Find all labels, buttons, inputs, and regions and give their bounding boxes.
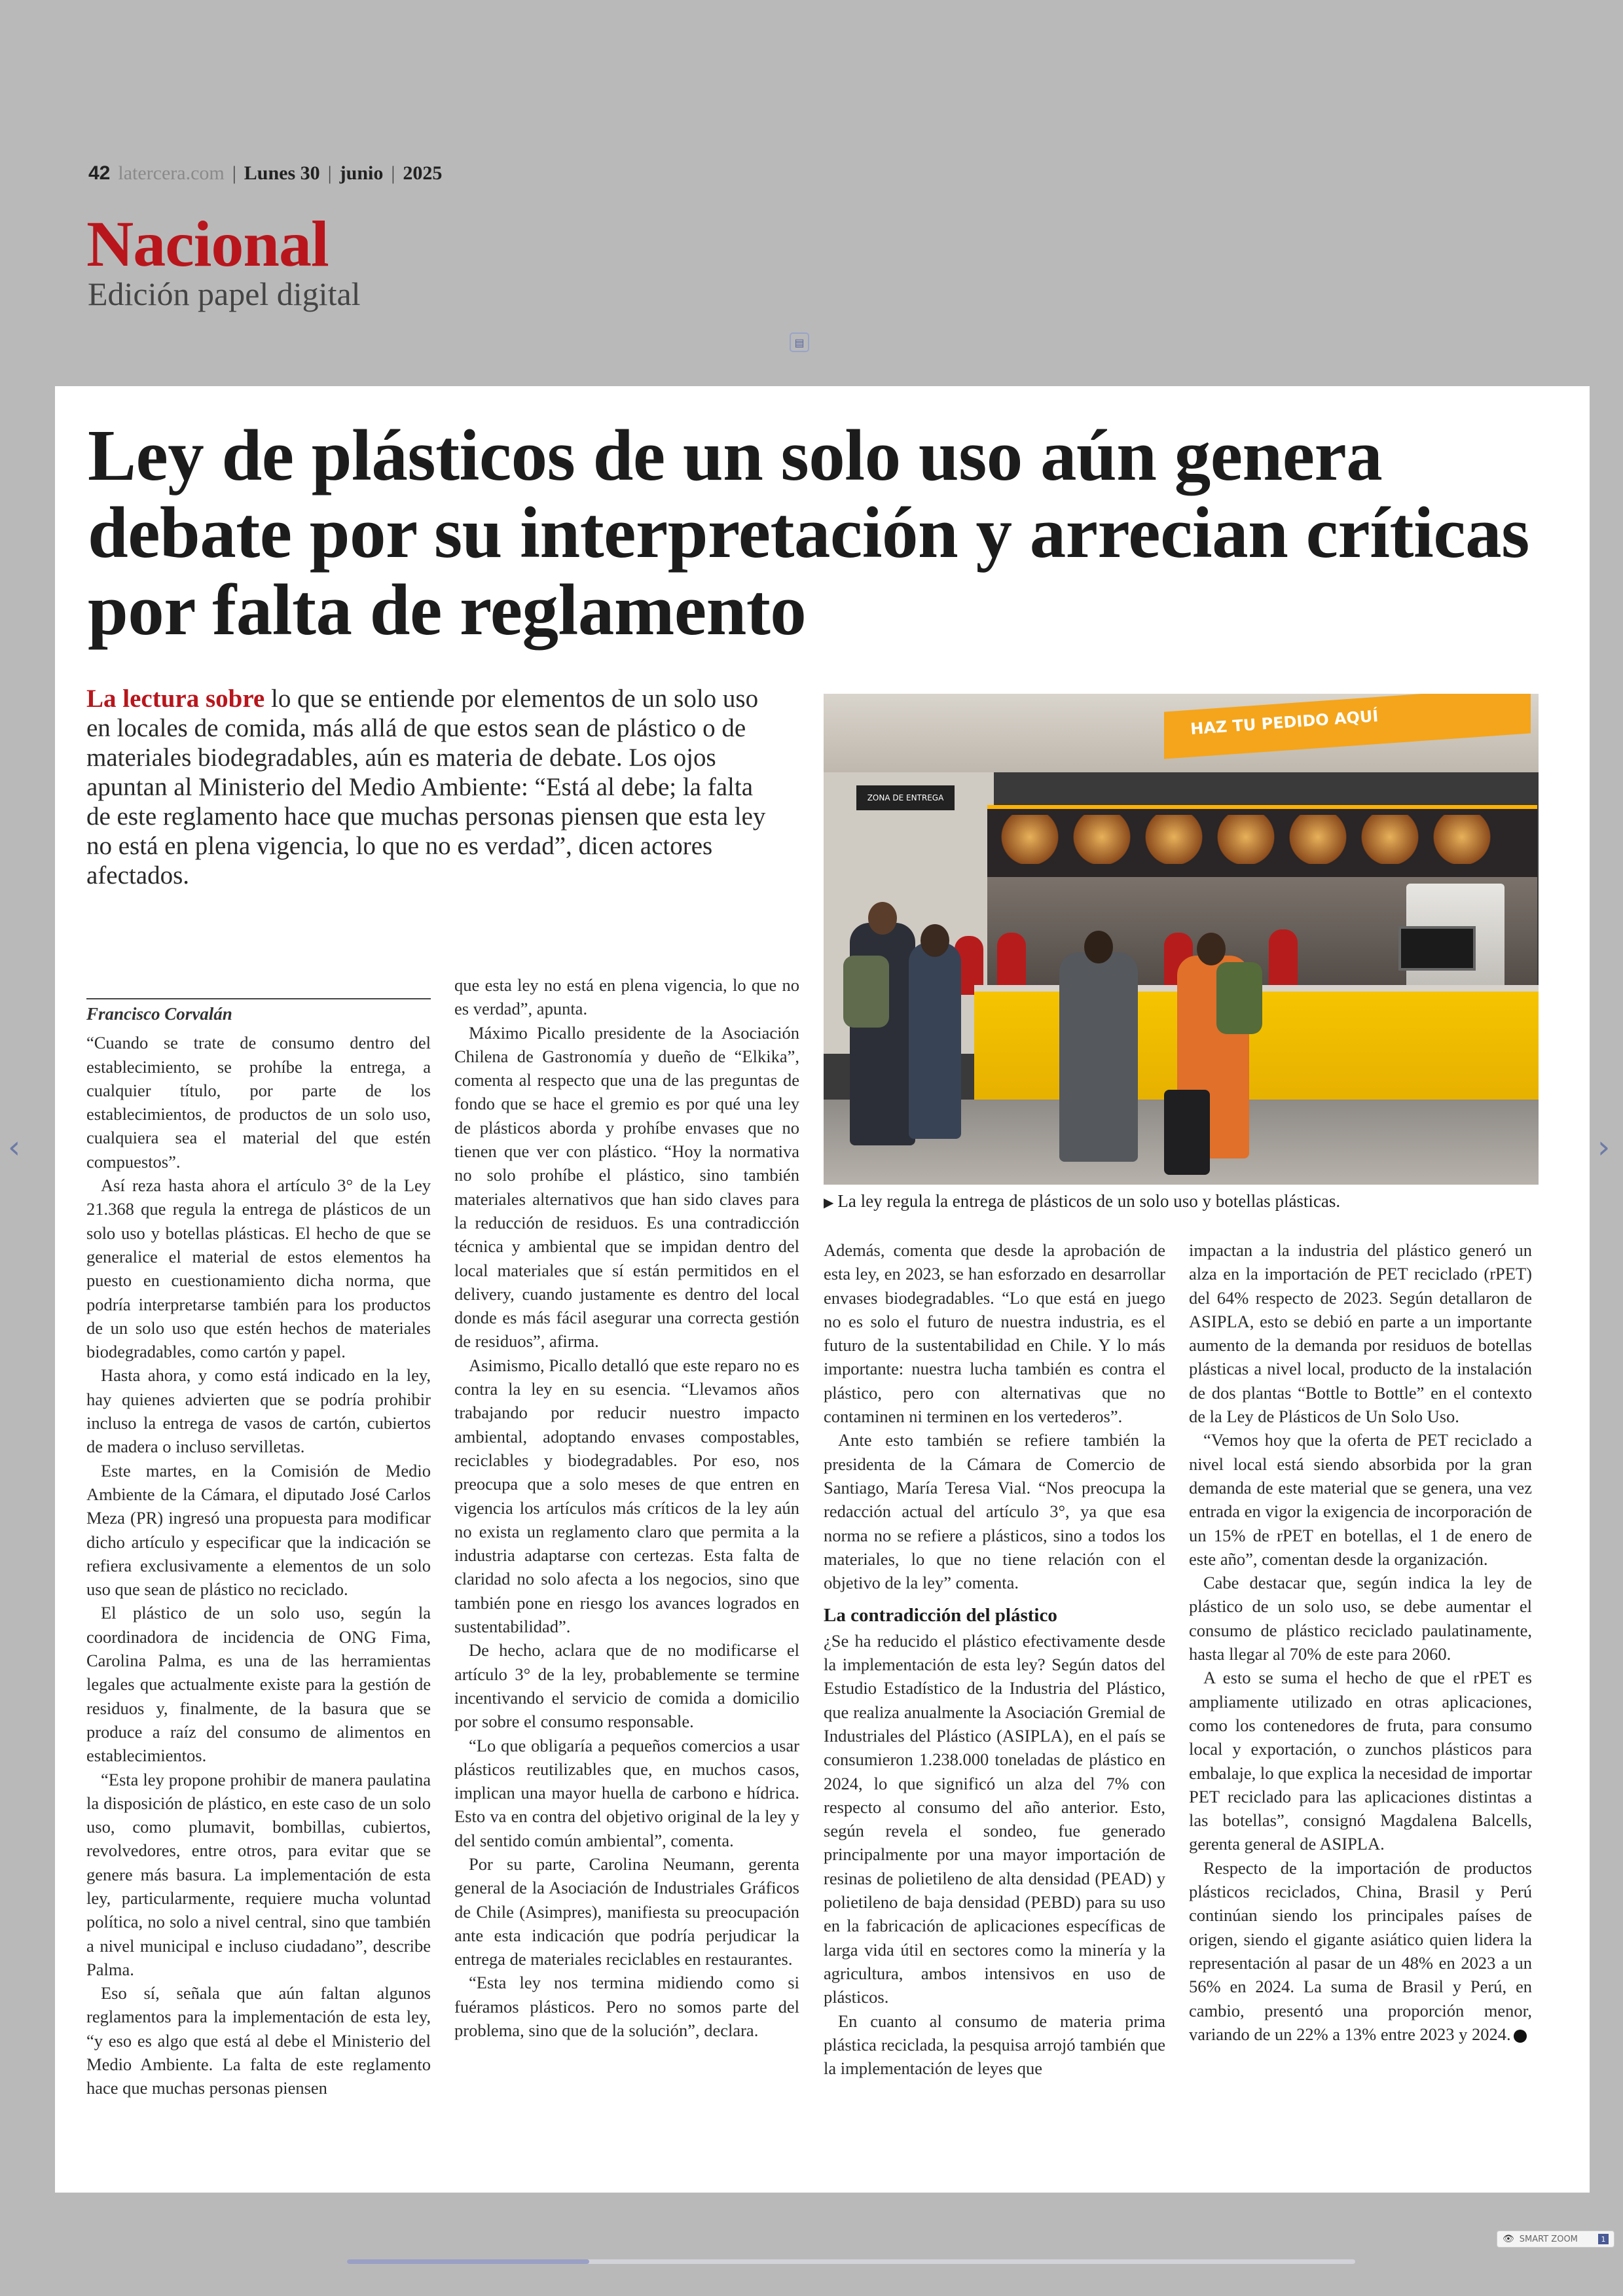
- article-column-3: [824, 1238, 1165, 2080]
- smart-zoom-button[interactable]: [1497, 2231, 1614, 2248]
- caption-arrow-icon: ▶: [824, 1196, 834, 1210]
- paragraph: Máximo Picallo presidente de la Asociación Chilena de Gastronomía y dueño de “Elkika”, comenta al respecto que una de las preguntas de fondo que se hace el gremio es por qué una ley de plásticos aborda y prohíbe envases que no tienen que ver con plástico. “Hoy la normativa no solo prohíbe el plástico, sino también materiales alternativos que han sido claves para la reducción de residuos. Es una contradicción técnica y ambiental que se impidan dentro del local materiales que sí están permitidos en el delivery, cuando justamente es dentro del local donde es más fácil asegurar una correcta gestión de residuos”, afirma.: [454, 1022, 799, 1352]
- reading-progress-fill: [347, 2259, 589, 2264]
- paragraph: Así reza hasta ahora el artículo 3° de la Ley 21.368 que regula la entrega de plásticos de un solo uso y botellas plásticas. El hecho de que se generalice el material de estos elementos ha puesto en cuestionamiento dicha norma, que podría interpretarse también para los productos de un solo uso que estén hechos de materiales biodegradables, como cartón y papel.: [86, 1175, 431, 1362]
- paragraph: “Esta ley propone prohibir de manera paulatina la disposición de plástico, en este caso de un solo uso, como plumavit, bombillas, cubiertos, revolvedores, entre otros, para evitar que se genere más basura. La implementación de esta ley, particularmente, requiere mucha voluntad política, no solo a nivel central, sino que también a nivel municipal e incluso ciudadano”, describe Palma.: [86, 1769, 431, 1979]
- site-name: latercera.com: [118, 162, 225, 184]
- separator: |: [232, 162, 236, 184]
- paragraph: Eso sí, señala que aún faltan algunos reglamentos para la implementación de esta ley, “y eso es algo que está al debe el Ministerio del Medio Ambiente. La falta de este reglamento hace que muchas personas piensen: [86, 1983, 431, 2098]
- paragraph: ¿Se ha reducido el plástico efectivamente desde la implementación de esta ley? Según datos del Estudio Estadístico de la Industria del Plástico, que realiza anualmente la Asociación Gremial de Industriales del Plástico (ASIPLA), en el país se consumieron 1.238.000 toneladas de plástico en 2024, lo que significó un alza del 7% con respecto al consumo del año anterior. Esto, según revela el sondeo, fue generado principalmente por una mayor importación de resinas de polietileno de alta densidad (PEAD) y polietileno de baja densidad (PEBD) para su uso en la fabricación de aplicaciones específicas de larga vida útil en sectores como la minería y la agricultura, ambos intensivos en uso de plásticos.: [824, 1630, 1165, 2007]
- masthead-line: [88, 162, 442, 185]
- chevron-right-icon[interactable]: ›: [1597, 1129, 1611, 1166]
- paragraph: Hasta ahora, y como está indicado en la ley, hay quienes advierten que se podría prohibir incluso la entrega de vasos de cartón, cubiertos de madera o incluso servilletas.: [86, 1365, 431, 1457]
- smart-zoom-badge: 1: [1598, 2234, 1609, 2244]
- page-icon[interactable]: ▤: [790, 332, 809, 352]
- paragraph: Este martes, en la Comisión de Medio Ambiente de la Cámara, el diputado José Carlos Meza (PR) ingresó una propuesta para modificar dicho artículo y especificar que la indicación se refiera exclusivamente a elementos de un solo uso que sean de plástico no reciclado.: [86, 1460, 431, 1600]
- article-photo: [824, 694, 1539, 1185]
- smart-zoom-label: SMART ZOOM: [1519, 2234, 1578, 2244]
- paragraph: El plástico de un solo uso, según la coordinadora de incidencia de ONG Fima, Carolina Palma, es una de las herramientas legales que actualmente existe para la gestión de residuos y, finalmente, de la basura que se produce a raíz del consumo de alimentos en establecimientos.: [86, 1603, 431, 1766]
- paragraph: “Lo que obligaría a pequeños comercios a usar plásticos reutilizables que, en muchos casos, implican una mayor huella de carbono e hídrica. Esto va en contra del objetivo original de la ley y del sentido común ambiental”, comenta.: [454, 1735, 799, 1850]
- paragraph: A esto se suma el hecho de que el rPET es ampliamente utilizado en otras aplicaciones, como los contenedores de fruta, para consumo local y exportación, o zunchos plásticos para embalaje, lo que explica la necesidad de importar PET reciclado para las aplicaciones distintas a las botellas”, consignó Magdalena Balcells, gerenta general de ASIPLA.: [1189, 1668, 1532, 1854]
- lead-highlight: La lectura sobre: [86, 685, 265, 713]
- article-headline: Ley de plásticos de un solo uso aún genera debate por su interpretación y arrecian críticas por falta de reglamento: [88, 416, 1529, 651]
- paragraph: “Vemos hoy que la oferta de PET reciclado a nivel local está siendo absorbida por la gran demanda de este material que se genera, una vez entrada en vigor la exigencia de incorporación de un 15% de rPET en botellas, el 1 de enero de este año”, comentan desde la organización.: [1189, 1430, 1532, 1569]
- article-subheading: La contradicción del plástico: [824, 1605, 1057, 1626]
- date-month: junio: [339, 162, 384, 184]
- paragraph: Además, comenta que desde la aprobación de esta ley, en 2023, se han esforzado en desarrollar envases biodegradables. “Lo que está en juego no es solo el futuro de nuestra industria, es el futuro de la sustentabilidad en Chile. Y lo más importante: nuestra lucha también es contra el plástico, pero con alternativas que no contaminen ni terminen en los vertederos”.: [824, 1240, 1165, 1427]
- eye-icon: 👁: [1503, 2234, 1514, 2244]
- chevron-left-icon[interactable]: ‹: [8, 1129, 21, 1166]
- section-title: Nacional: [86, 207, 329, 280]
- paragraph: que esta ley no está en plena vigencia, lo que no es verdad”, apunta.: [454, 975, 799, 1019]
- paragraph: “Esta ley nos termina midiendo como si fuéramos plásticos. Pero no somos parte del problema, sino que de la solución”, declara.: [454, 1973, 799, 2041]
- paragraph: Asimismo, Picallo detalló que este reparo no es contra la ley en su esencia. “Llevamos años trabajando por reducir nuestro impacto ambiental, adoptando envases compostables, reciclables y biodegradables. Por eso, nos preocupa que a solo meses de que entren en vigencia los artículos más críticos de la ley aún no exista un reglamento claro que permita a la industria adaptarse con certezas. Esta falta de claridad no solo afecta a los negocios, sino que también pone en riesgo los avances logrados en sustentabilidad”.: [454, 1355, 799, 1637]
- lead-text: lo que se entiende por elementos de un solo uso en locales de comida, más allá de que estos sean de plástico o de materiales biodegradables, aún es materia de debate. Los ojos apuntan al Ministerio del Medio Ambiente: “Está al debe; la falta de este reglamento hace que muchas personas piensen que esta ley no está en plena vigencia, lo que no es verdad”, dicen actores afectados.: [86, 685, 766, 889]
- separator: |: [327, 162, 332, 184]
- newspaper-page: [55, 386, 1590, 2193]
- paragraph: Cabe destacar que, según indica la ley de plástico de un solo uso, se debe aumentar el consumo de plástico reciclado paulatinamente, hasta llegar al 70% de este para 2060.: [1189, 1573, 1532, 1664]
- paragraph-text: Respecto de la importación de productos plásticos reciclados, China, Brasil y Perú continúan siendo los principales países de origen, siendo el gigante asiático quien lidera la representación al pasar de un 48% en 2023 a un 56% en 2024. La suma de Brasil y Perú, en cambio, presentó una proporción menor, variando de un 22% a 13% entre 2023 y 2024.: [1189, 1857, 1532, 2044]
- date-day: Lunes 30: [244, 162, 320, 184]
- edition-subtitle: Edición papel digital: [88, 276, 361, 312]
- article-lead: [86, 684, 774, 890]
- paragraph: [1189, 1856, 1532, 2046]
- reading-progress-bar[interactable]: [347, 2259, 1355, 2264]
- paragraph: Por su parte, Carolina Neumann, gerenta general de la Asociación de Industriales Gráficos de Chile (Asimpres), manifiesta su preocupación ante esta indicación que podría perjudicar la entrega de materiales reciclables en restaurantes.: [454, 1854, 799, 1969]
- photo-caption: [824, 1191, 1539, 1211]
- date-year: 2025: [403, 162, 443, 184]
- paragraph: De hecho, aclara que de no modificarse el artículo 3° de la ley, probablemente se termine incentivando el servicio de comida a domicilio por sobre el consumo responsable.: [454, 1640, 799, 1732]
- photo-banner-text: HAZ TU PEDIDO AQUÍ: [1190, 707, 1379, 738]
- paragraph: impactan a la industria del plástico generó un alza en la importación de PET reciclado (rPET) del 64% respecto de 2023. Según detallaron de ASIPLA, esto se debió en parte a un importante aumento de la demanda por residuos de botellas plásticas a nivel local, producto de la instalación de dos plantas “Bottle to Bottle” en el contexto de la Ley de Plásticos de Un Solo Uso.: [1189, 1240, 1532, 1427]
- article-column-2: [454, 973, 799, 2042]
- paragraph: Ante esto también se refiere también la presidenta de la Cámara de Comercio de Santiago, María Teresa Vial. “Nos preocupa la redacción actual del artículo 3°, ya que esa norma no se refiere a plásticos, sino a todos los materiales, lo que no tiene relación con el objetivo de la ley” comenta.: [824, 1430, 1165, 1593]
- separator: |: [391, 162, 395, 184]
- photo-caption-text: La ley regula la entrega de plásticos de un solo uso y botellas plásticas.: [837, 1191, 1341, 1211]
- end-mark-icon: [1514, 2030, 1527, 2043]
- paragraph: “Cuando se trate de consumo dentro del establecimiento, se prohíbe la entrega, a cualquier título, por parte de los establecimientos, de productos de un solo uso, cualquiera sea el material del que estén compuestos”.: [86, 1033, 431, 1172]
- article-column-1: [86, 998, 431, 2100]
- paragraph: En cuanto al consumo de materia prima plástica reciclada, la pesquisa arrojó también que la implementación de leyes que: [824, 2011, 1165, 2079]
- byline: Francisco Corvalán: [86, 998, 431, 1026]
- article-column-4: [1189, 1238, 1532, 2046]
- page-number: 42: [88, 162, 111, 184]
- masthead: [88, 162, 442, 185]
- photo-sign: ZONA DE ENTREGA: [856, 785, 955, 810]
